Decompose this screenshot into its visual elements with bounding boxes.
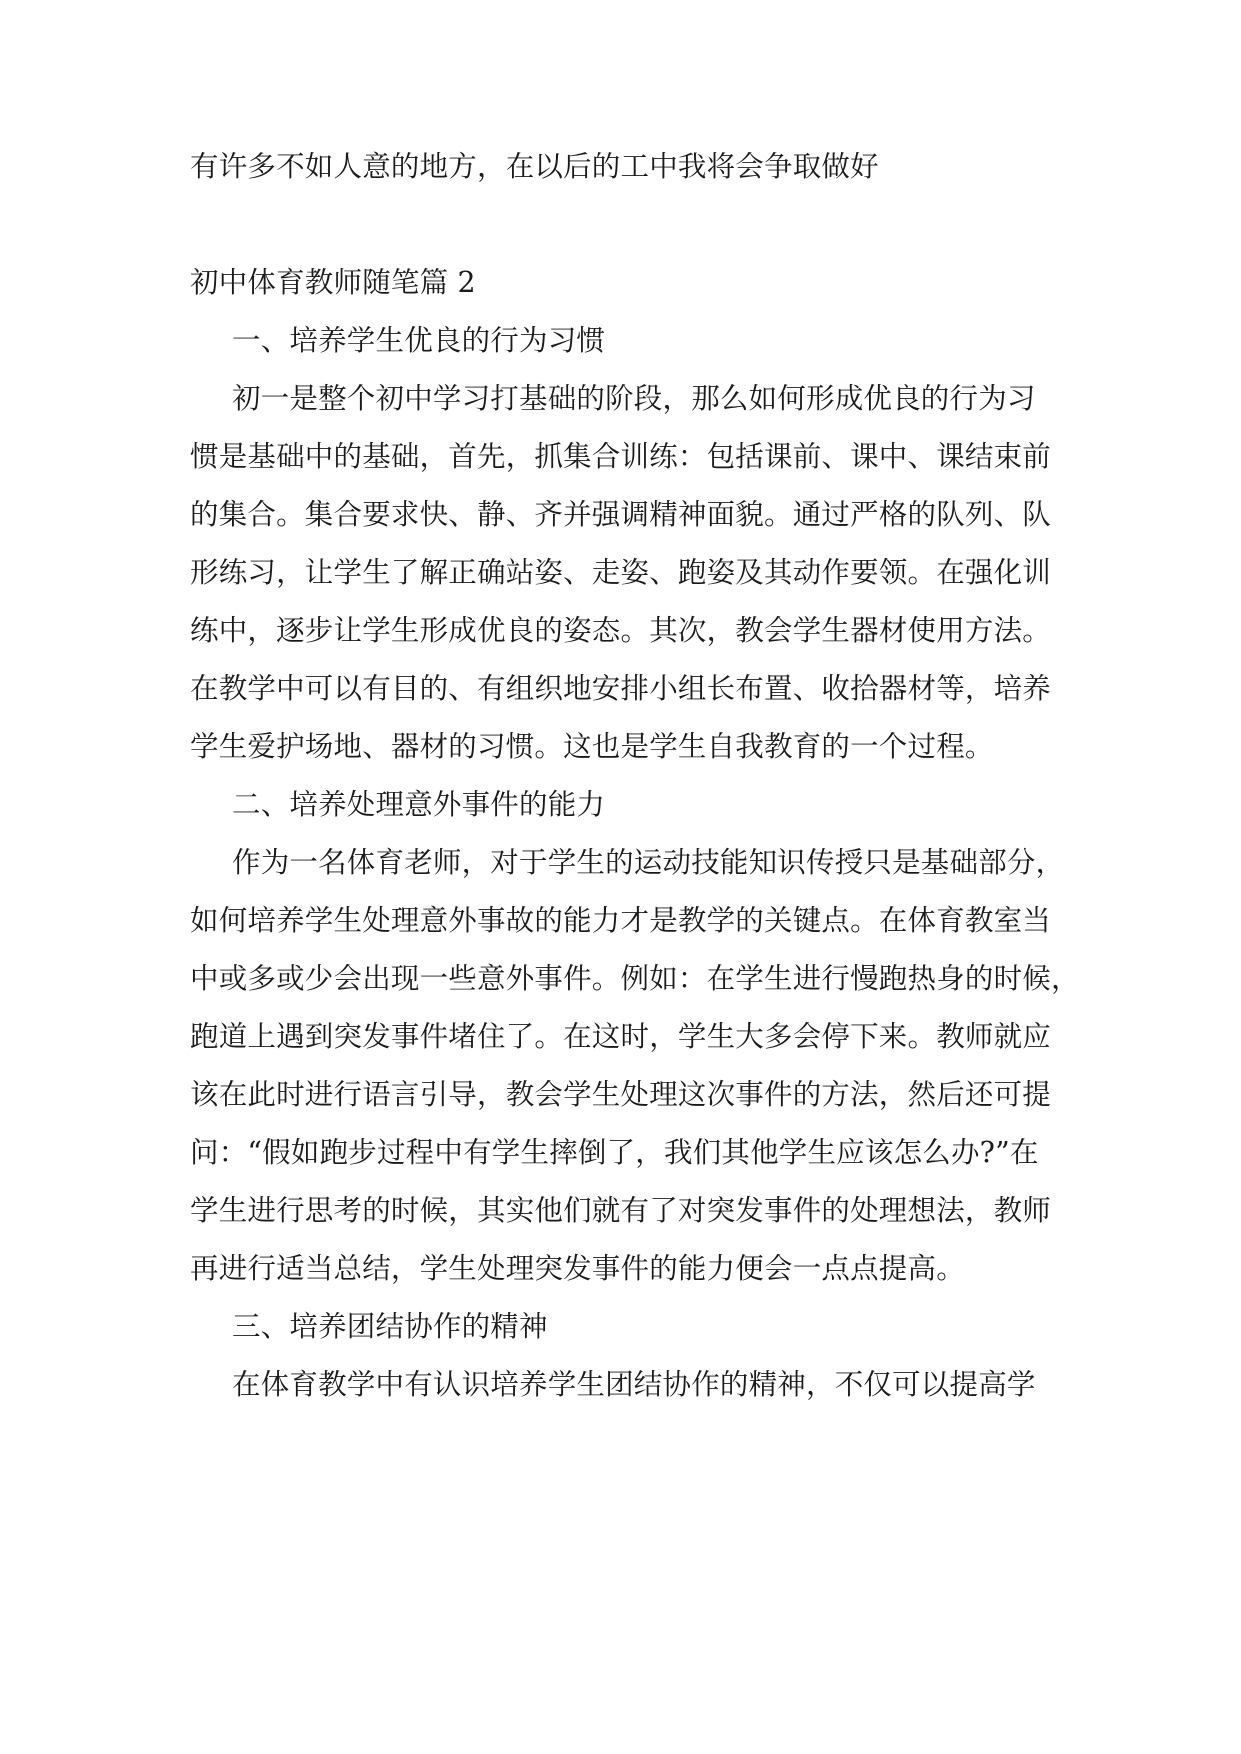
text-line: 作为一名体育老师，对于学生的运动技能知识传授只是基础部分， [232,846,1065,879]
text-line: 如何培养学生处理意外事故的能力才是教学的关键点。在体育教室当 [190,904,1052,937]
text-line: 再进行适当总结，学生处理突发事件的能力便会一点点提高。 [190,1252,965,1285]
text-line: 初一是整个初中学习打基础的阶段，那么如何形成优良的行为习 [232,382,1036,415]
text-line: 有许多不如人意的地方，在以后的工中我将会争取做好 [190,150,879,183]
text-line: 惯是基础中的基础，首先，抓集合训练：包括课前、课中、课结束前 [190,440,1052,473]
text-line: 形练习，让学生了解正确站姿、走姿、跑姿及其动作要领。在强化训 [190,556,1052,589]
text-line: 学生爱护场地、器材的习惯。这也是学生自我教育的一个过程。 [190,730,994,763]
text-line: 练中，逐步让学生形成优良的姿态。其次，教会学生器材使用方法。 [190,614,1052,647]
subheading: 三、培养团结协作的精神 [232,1310,548,1343]
text-line: 的集合。集合要求快、静、齐并强调精神面貌。通过严格的队列、队 [190,498,1052,531]
subheading: 二、培养处理意外事件的能力 [232,788,606,821]
subheading: 一、培养学生优良的行为习惯 [232,324,606,357]
text-line: 在体育教学中有认识培养学生团结协作的精神，不仅可以提高学 [232,1368,1036,1401]
text-line: 该在此时进行语言引导，教会学生处理这次事件的方法，然后还可提 [190,1078,1052,1111]
text-line: 学生进行思考的时候，其实他们就有了对突发事件的处理想法，教师 [190,1194,1052,1227]
text-line: 跑道上遇到突发事件堵住了。在这时，学生大多会停下来。教师就应 [190,1020,1052,1053]
text-line: 问：“假如跑步过程中有学生摔倒了，我们其他学生应该怎么办?”在 [190,1136,1039,1169]
section-title: 初中体育教师随笔篇 2 [190,266,476,299]
text-line: 中或多或少会出现一些意外事件。例如：在学生进行慢跑热身的时候， [190,962,1080,995]
text-line: 在教学中可以有目的、有组织地安排小组长布置、收拾器材等，培养 [190,672,1052,705]
